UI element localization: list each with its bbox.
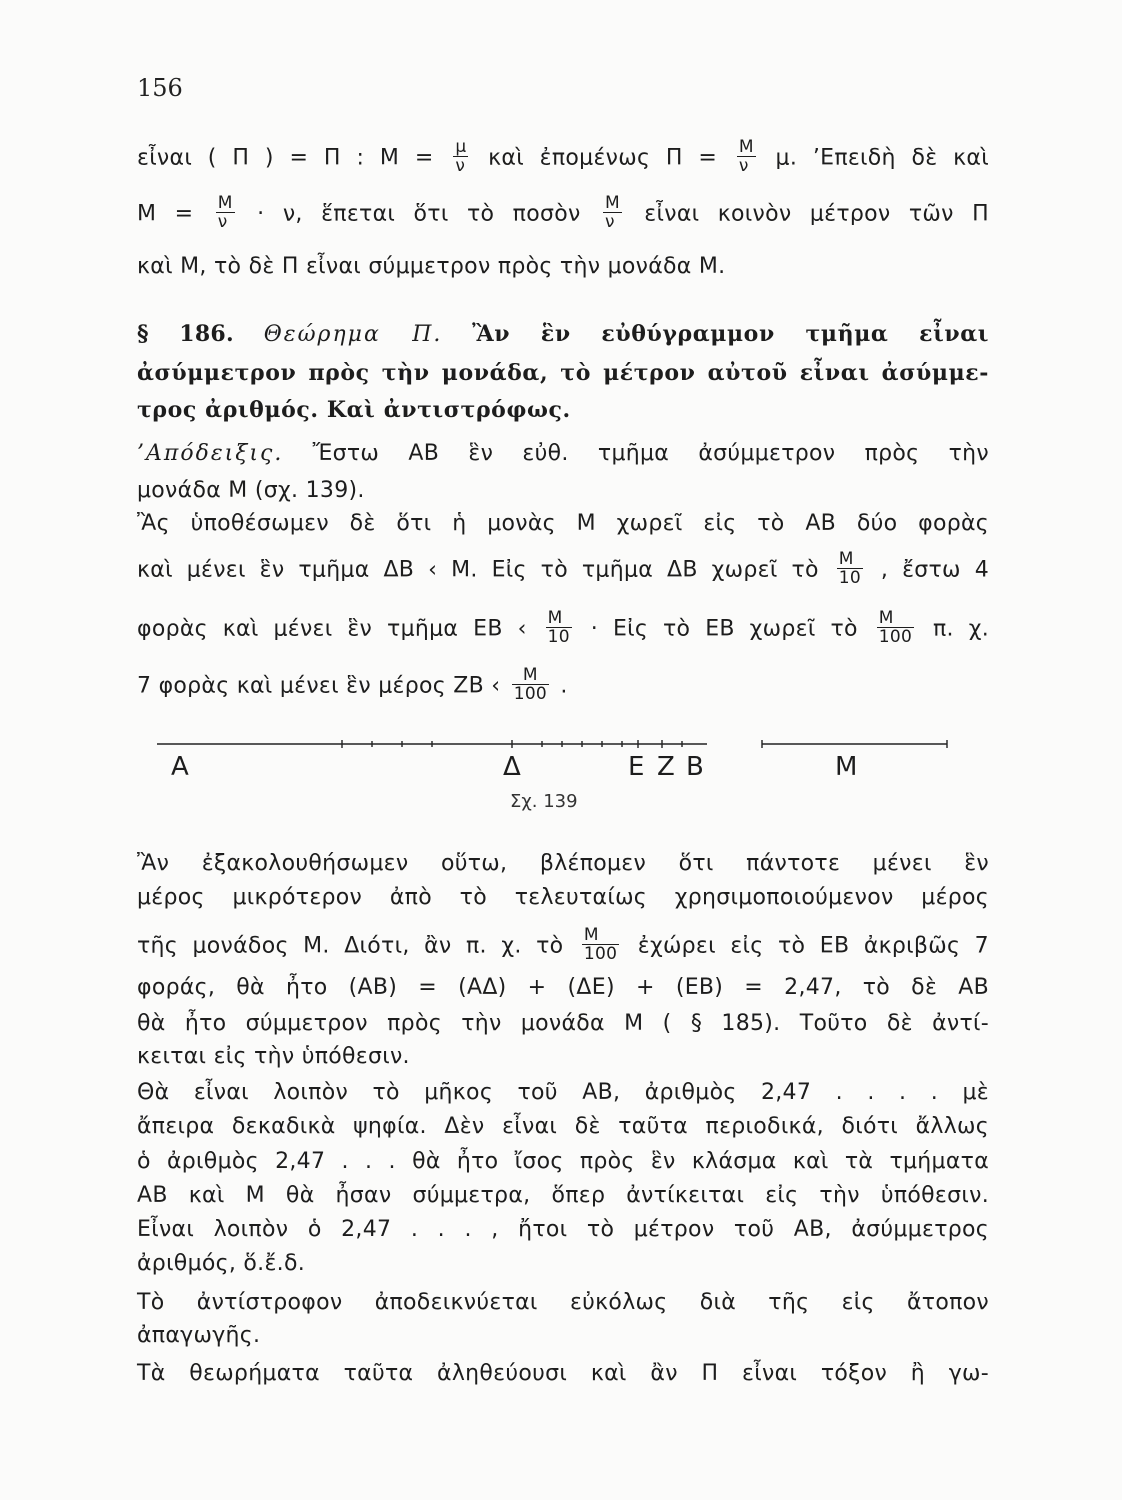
text-line: Εἶναι λοιπὸν ὁ 2,47 . . . , ἤτοι τὸ μέτρον τοῦ ΑΒ, ἀσύμμετρος	[137, 1217, 989, 1242]
theorem-text: ἀσύμμετρον πρὸς τὴν μονάδα, τὸ μέτρον αὐτοῦ εἶναι ἀσύμμε-	[137, 360, 989, 386]
proof-line: ’Απόδειξις. Ἔστω ΑΒ ἓν εὐθ. τμῆμα ἀσύμμετρον πρὸς τὴν	[137, 441, 989, 466]
fraction: $\frac{M}{\nu}$	[738, 137, 754, 176]
text-line: 7 φορὰς καὶ μένει ἓν μέρος ΖΒ ‹ $\frac{M}{100}$ .	[137, 665, 568, 704]
figure-caption: Σχ. 139	[510, 791, 578, 812]
figure-139	[137, 730, 989, 830]
text-line: ὁ ἀριθμὸς 2,47 . . . θὰ ἦτο ἴσος πρὸς ἓν κλάσμα καὶ τὰ τμήματα	[137, 1149, 989, 1174]
text-line: Τὸ ἀντίστροφον ἀποδεικνύεται εὐκόλως διὰ τῆς εἰς ἄτοπον	[137, 1290, 989, 1315]
fraction: $\frac{M}{100}$	[513, 665, 548, 704]
fraction: $\frac{M}{100}$	[878, 608, 913, 647]
proof-label: ’Απόδειξις.	[137, 441, 284, 466]
segment-diagram	[137, 730, 989, 770]
text-line: Θὰ εἶναι λοιπὸν τὸ μῆκος τοῦ ΑΒ, ἀριθμὸς 2,47 . . . . μὲ	[137, 1080, 989, 1105]
text-line: κειται εἰς τὴν ὑπόθεσιν.	[137, 1044, 410, 1069]
theorem-title: § 186. Θεώρημα Π. Ἂν ἓν εὐθύγραμμον τμῆμα εἶναι	[137, 321, 990, 347]
fraction: $\frac{M}{100}$	[583, 925, 618, 964]
fraction: $\frac{M}{\nu}$	[217, 193, 233, 232]
text-line: ἄπειρα δεκαδικὰ ψηφία. Δὲν εἶναι δὲ ταῦτα περιοδικά, διότι ἄλλως	[137, 1114, 989, 1139]
text-line: τῆς μονάδος Μ. Διότι, ἂν π. χ. τὸ $\frac{M}{100}$ ἐχώρει εἰς τὸ ΕΒ ἀκριβῶς 7	[137, 925, 989, 964]
point-label-d: Δ	[503, 752, 521, 782]
text-line: Ἂς ὑποθέσωμεν δὲ ὅτι ἡ μονὰς Μ χωρεῖ εἰς τὸ ΑΒ δύο φορὰς	[137, 511, 989, 536]
text-line: ἀριθμός, ὅ.ἔ.δ.	[137, 1251, 306, 1276]
fraction: $\frac{M}{10}$	[547, 608, 570, 647]
fraction: $\frac{M}{\nu}$	[604, 193, 620, 232]
fraction: $\frac{M}{10}$	[838, 549, 861, 588]
text-line: Μ = $\frac{M}{\nu}$ · ν, ἕπεται ὅτι τὸ ποσὸν $\frac{M}{\nu}$ εἶναι κοινὸν μέτρον τῶν Π	[137, 193, 989, 232]
page-number: 156	[137, 74, 183, 102]
point-label-e: Ε	[628, 752, 645, 782]
text-line: μέρος μικρότερον ἀπὸ τὸ τελευταίως χρησιμοποιούμενον μέρος	[137, 885, 989, 910]
theorem-label: Θεώρημα Π.	[263, 322, 443, 347]
theorem-text: τρος ἀριθμός. Καὶ ἀντιστρόφως.	[137, 397, 571, 423]
text-line: Τὰ θεωρήματα ταῦτα ἀληθεύουσι καὶ ἂν Π εἶναι τόξον ἢ γω-	[137, 1361, 989, 1386]
text-line: ΑΒ καὶ Μ θὰ ἦσαν σύμμετρα, ὅπερ ἀντίκειται εἰς τὴν ὑπόθεσιν.	[137, 1183, 989, 1208]
text-line: θὰ ἦτο σύμμετρον πρὸς τὴν μονάδα Μ ( § 185). Τοῦτο δὲ ἀντί-	[137, 1011, 989, 1036]
text-line: φορὰς καὶ μένει ἓν τμῆμα ΕΒ ‹ $\frac{M}{10}$ · Εἰς τὸ ΕΒ χωρεῖ τὸ $\frac{M}{100}$ π. χ.	[137, 608, 990, 647]
text-line: ἀπαγωγῆς.	[137, 1323, 261, 1348]
point-label-z: Ζ	[657, 752, 675, 782]
text-line: φοράς, θὰ ἦτο (ΑΒ) = (ΑΔ) + (ΔΕ) + (ΕΒ) = 2,47, τὸ δὲ ΑΒ	[137, 975, 989, 1000]
section-number: § 186.	[137, 321, 234, 347]
point-label-a: Α	[171, 752, 189, 782]
text-line: καὶ Μ, τὸ δὲ Π εἶναι σύμμετρον πρὸς τὴν μονάδα Μ.	[137, 254, 726, 279]
text-line: καὶ μένει ἓν τμῆμα ΔΒ ‹ Μ. Εἰς τὸ τμῆμα ΔΒ χωρεῖ τὸ $\frac{M}{10}$ , ἔστω 4	[137, 549, 989, 588]
point-label-m: Μ	[835, 752, 858, 782]
text-line: μονάδα Μ (σχ. 139).	[137, 478, 365, 503]
text-line: Ἂν ἐξακολουθήσωμεν οὕτω, βλέπομεν ὅτι πάντοτε μένει ἓν	[137, 851, 989, 876]
fraction: $\frac{\mu}{\nu}$	[455, 137, 467, 176]
text-line: εἶναι ( Π ) = Π : Μ = $\frac{\mu}{\nu}$ καὶ ἐπομένως Π = $\frac{M}{\nu}$ μ. ’Επειδὴ δὲ καὶ	[137, 137, 989, 176]
point-label-b: Β	[686, 752, 704, 782]
